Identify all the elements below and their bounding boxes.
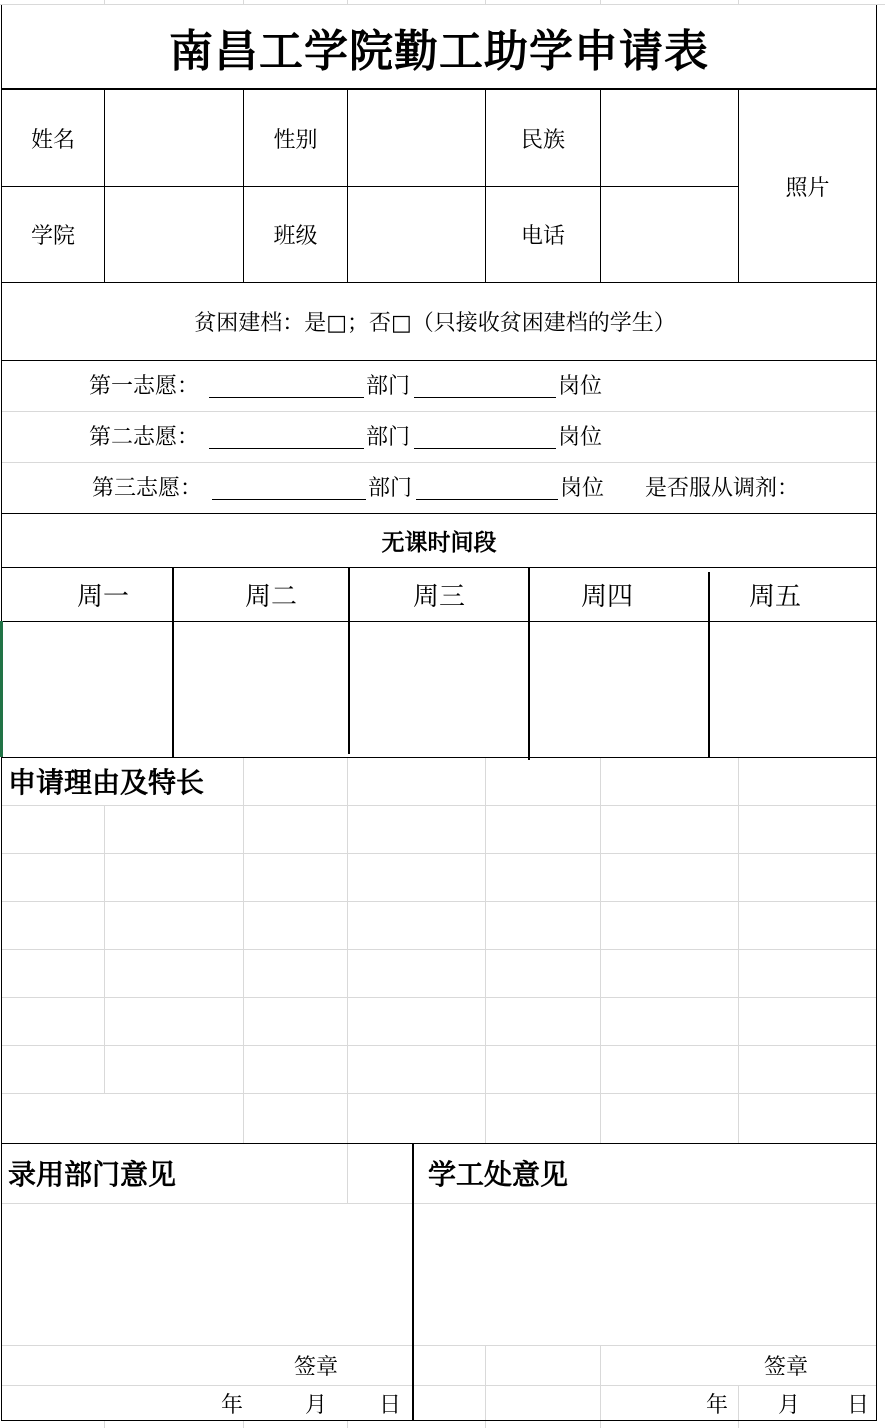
gridline — [600, 1345, 601, 1420]
photo-cell[interactable]: 照片 — [785, 175, 830, 201]
position-blank[interactable] — [416, 499, 558, 500]
weekday-monday: 周一 — [76, 582, 129, 612]
free-time-title[interactable]: 无课时间段 — [381, 529, 497, 556]
gridline — [738, 1385, 739, 1420]
phone-field[interactable] — [601, 187, 738, 282]
department-blank[interactable] — [212, 499, 366, 500]
department-blank[interactable] — [209, 448, 364, 449]
department-suffix: 部门 — [366, 425, 411, 450]
poverty-record-cell[interactable]: 贫困建档：是□；否□（只接收贫困建档的学生） — [194, 311, 676, 336]
gridline — [738, 1421, 739, 1428]
weekday-divider — [172, 567, 174, 757]
preference-label: 第一志愿： — [89, 374, 200, 399]
office-month-label: 月 — [777, 1392, 800, 1418]
accept-adjustment-label: 是否服从调剂： — [645, 476, 800, 501]
free-time-thursday-field[interactable] — [530, 622, 708, 757]
weekday-wednesday: 周三 — [412, 582, 465, 612]
preference-row-1[interactable] — [0, 360, 877, 411]
gridline — [2, 1385, 876, 1386]
ethnicity-field[interactable] — [601, 90, 738, 186]
free-time-monday-field[interactable] — [3, 622, 172, 757]
form-title[interactable]: 南昌工学院勤工助学申请表 — [169, 25, 709, 77]
gridline — [104, 1421, 105, 1428]
gridline — [485, 1345, 486, 1420]
preference-row-2[interactable] — [0, 411, 877, 462]
class-label: 班级 — [273, 224, 318, 249]
free-time-wednesday-field[interactable] — [350, 622, 528, 757]
class-field[interactable] — [348, 187, 485, 282]
table-border-right — [876, 5, 877, 1421]
gender-label: 性别 — [273, 127, 318, 153]
reason-field[interactable] — [2, 806, 876, 1143]
gridline — [2, 1345, 876, 1346]
gridline — [243, 1421, 244, 1428]
department-year-label: 年 — [220, 1392, 243, 1418]
department-suffix: 部门 — [366, 374, 411, 399]
reason-title: 申请理由及特长 — [8, 766, 205, 799]
department-opinion-field[interactable] — [2, 1204, 412, 1345]
preference-label: 第二志愿： — [89, 425, 200, 450]
department-month-label: 月 — [304, 1392, 327, 1418]
office-opinion-field[interactable] — [414, 1204, 876, 1345]
office-opinion-title: 学工处意见 — [428, 1158, 569, 1191]
weekday-divider — [348, 567, 350, 754]
gender-field[interactable] — [348, 90, 485, 186]
gridline — [347, 1421, 348, 1428]
college-field[interactable] — [105, 187, 243, 282]
table-border-bottom — [1, 1420, 877, 1421]
free-time-tuesday-field[interactable] — [174, 622, 348, 757]
position-blank[interactable] — [414, 448, 556, 449]
department-day-label: 日 — [378, 1392, 401, 1418]
name-field[interactable] — [105, 90, 243, 186]
office-signature-label: 签章 — [763, 1354, 808, 1380]
department-opinion-title: 录用部门意见 — [8, 1158, 177, 1191]
college-label: 学院 — [30, 224, 75, 249]
phone-label: 电话 — [520, 224, 565, 249]
position-suffix: 岗位 — [560, 476, 605, 501]
free-time-friday-field[interactable] — [710, 622, 876, 757]
weekday-thursday: 周四 — [580, 582, 633, 612]
department-blank[interactable] — [209, 397, 364, 398]
position-suffix: 岗位 — [558, 374, 603, 399]
department-signature-label: 签章 — [293, 1354, 338, 1380]
gridline — [347, 1144, 348, 1203]
weekday-tuesday: 周二 — [244, 582, 297, 612]
position-suffix: 岗位 — [558, 425, 603, 450]
position-blank[interactable] — [414, 397, 556, 398]
ethnicity-label: 民族 — [520, 127, 565, 153]
gridline — [600, 1421, 601, 1428]
name-label: 姓名 — [30, 127, 75, 153]
preference-row-3[interactable] — [0, 462, 877, 513]
preference-label: 第三志愿： — [92, 476, 203, 501]
office-year-label: 年 — [705, 1392, 728, 1418]
gridline — [485, 1421, 486, 1428]
weekday-friday: 周五 — [748, 582, 801, 612]
row-selection-indicator — [0, 621, 3, 757]
office-day-label: 日 — [846, 1392, 869, 1418]
department-suffix: 部门 — [368, 476, 413, 501]
weekday-divider — [528, 567, 530, 760]
weekday-divider — [708, 572, 710, 757]
